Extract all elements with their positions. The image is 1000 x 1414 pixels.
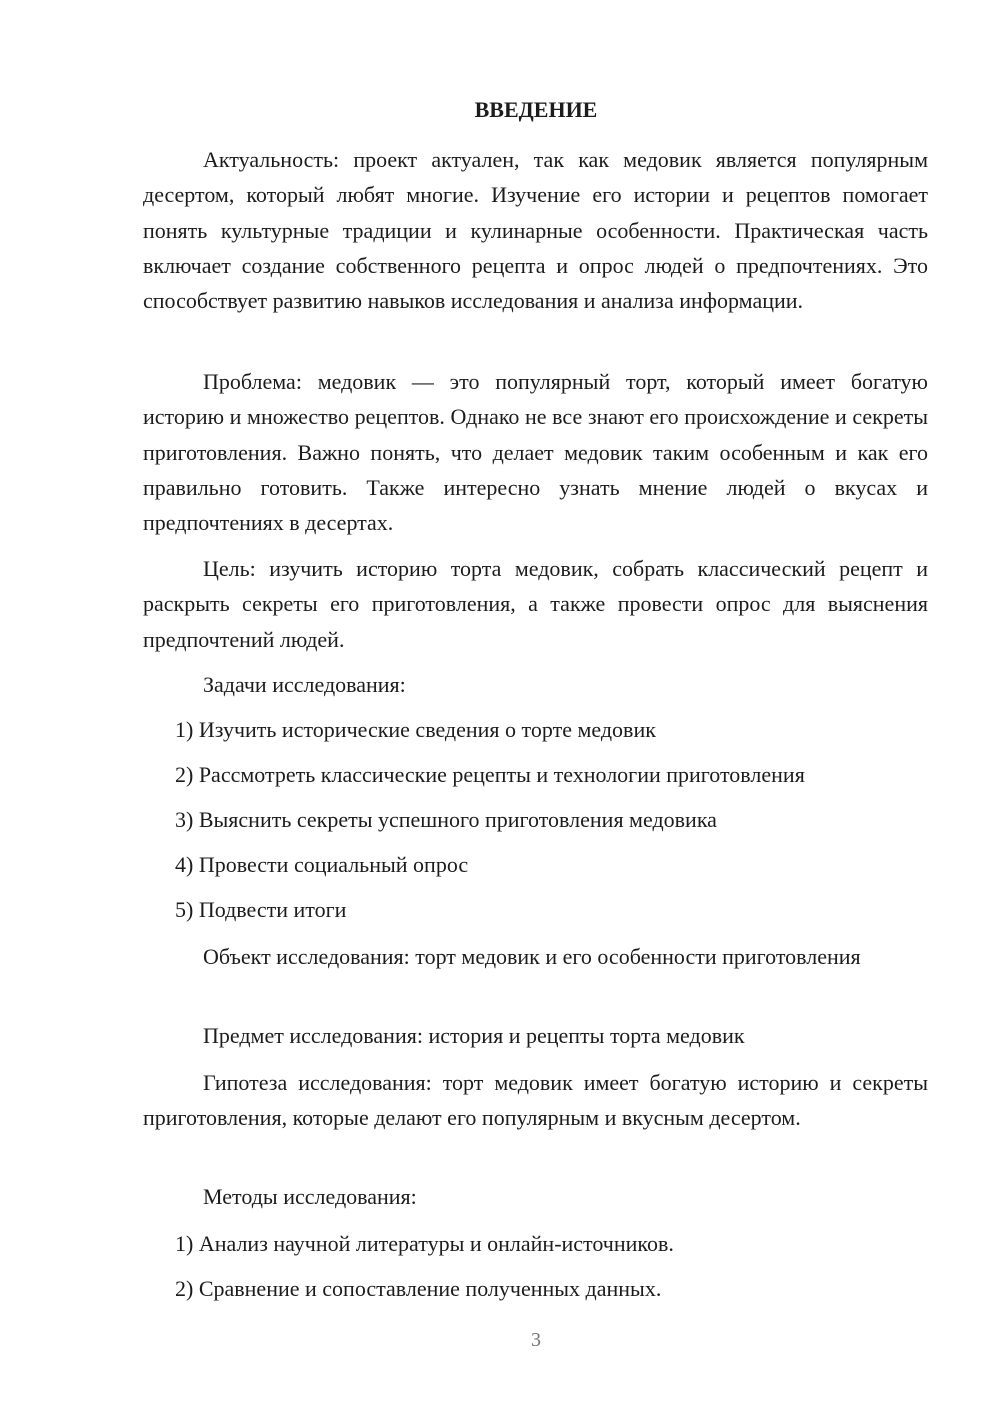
hypothesis-paragraph: Гипотеза исследования: торт медовик имеет богатую историю и секреты приготовления, которые делают его популярным и вкусным десертом. bbox=[143, 1070, 928, 1131]
page-title: ВВЕДЕНИЕ bbox=[474, 97, 598, 122]
methods-heading: Методы исследования: bbox=[203, 1184, 417, 1209]
task-item: 1) Изучить исторические сведения о торте медовик bbox=[175, 717, 656, 742]
goal-paragraph: Цель: изучить историю торта медовик, собрать классический рецепт и раскрыть секреты его приготовления, а также провести опрос для выяснения предпочтений людей. bbox=[143, 556, 928, 652]
task-item: 5) Подвести итоги bbox=[175, 897, 347, 922]
subject-paragraph: Предмет исследования: история и рецепты торта медовик bbox=[203, 1023, 745, 1048]
task-item: 4) Провести социальный опрос bbox=[175, 852, 469, 877]
tasks-heading: Задачи исследования: bbox=[203, 672, 406, 697]
task-item: 2) Рассмотреть классические рецепты и технологии приготовления bbox=[175, 762, 805, 787]
method-item: 1) Анализ научной литературы и онлайн-источников. bbox=[175, 1231, 674, 1256]
object-paragraph: Объект исследования: торт медовик и его особенности приготовления bbox=[203, 944, 861, 969]
relevance-paragraph: Актуальность: проект актуален, так как медовик является популярным десертом, который любят многие. Изучение его истории и рецептов помогает понять культурные традиции и кулинарные особенности. Практическая часть включает создание собственного рецепта и опрос людей о предпочтениях. Это способствует развитию навыков исследования и анализа информации. bbox=[143, 147, 928, 314]
problem-paragraph: Проблема: медовик — это популярный торт, который имеет богатую историю и множество рецептов. Однако не все знают его происхождение и секреты приготовления. Важно понять, что делает медовик таким особенным и как его правильно готовить. Также интересно узнать мнение людей о вкусах и предпочтениях в десертах. bbox=[143, 369, 928, 536]
task-item: 3) Выяснить секреты успешного приготовления медовика bbox=[175, 807, 717, 832]
method-item: 2) Сравнение и сопоставление полученных данных. bbox=[175, 1276, 662, 1301]
page-number: 3 bbox=[531, 1329, 541, 1351]
